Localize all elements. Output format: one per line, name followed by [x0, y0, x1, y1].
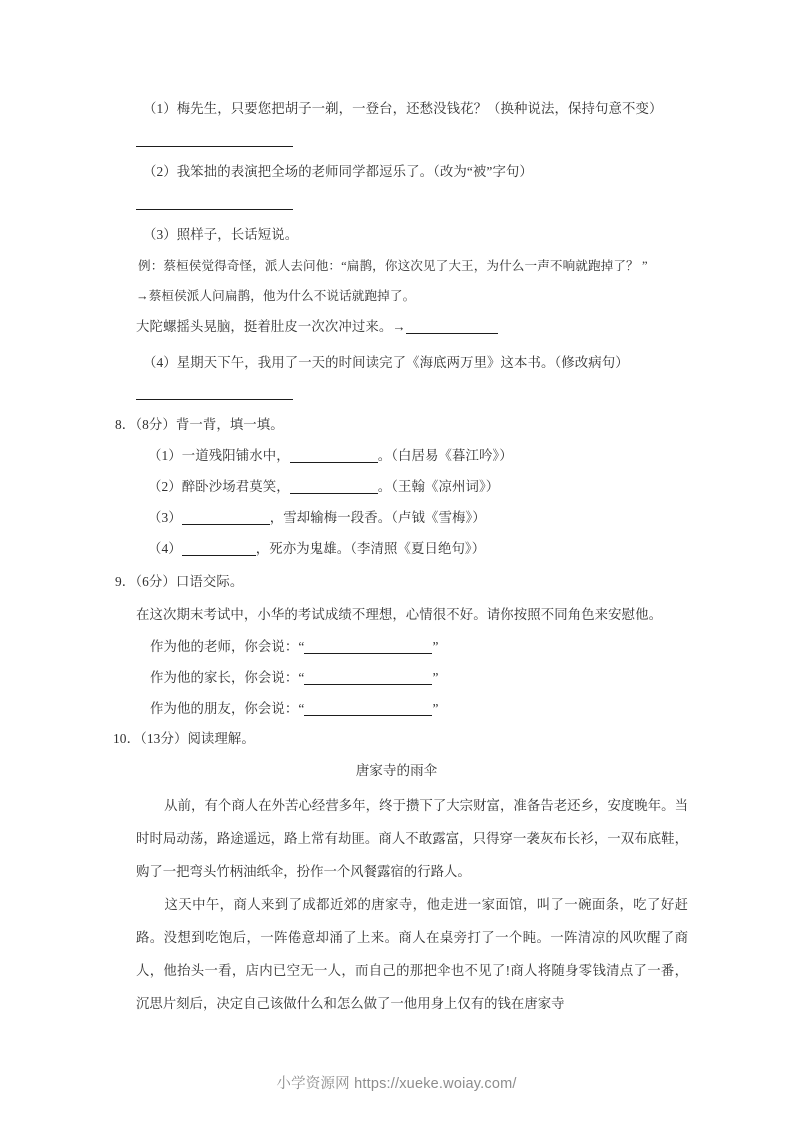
q8-item-3	[148, 509, 486, 527]
q8-item-2	[148, 478, 499, 496]
q8-item-1-no: （1）	[148, 448, 182, 463]
q8-item-2-after: 。（王翰《凉州词》）	[377, 479, 500, 494]
q9-role-friend-suffix: ”	[432, 701, 439, 716]
q10-paragraph-2	[136, 888, 688, 1020]
q8-heading: 8．（8分）背一背，填一填。	[115, 417, 284, 432]
q7-item-3-text: （3）照样子，长话短说。	[143, 227, 299, 242]
q7-example-line-2: →蔡桓侯派人问扁鹊，他为什么不说话就跑掉了。	[136, 289, 416, 303]
q10-passage-title: 唐家寺的雨伞	[355, 763, 438, 778]
q7-item-4-answer-rule[interactable]	[136, 399, 293, 400]
q9-heading: 9．（6分）口语交际。	[115, 574, 244, 589]
q9-role-friend	[150, 700, 439, 718]
q9-role-friend-blank[interactable]	[304, 715, 432, 716]
q10-paragraph-2-text: 这天中午，商人来到了成都近郊的唐家寺，他走进一家面馆，叫了一碗面条，吃了好赶路。没想到吃饱后，一阵倦意却涌了上来。商人在桌旁打了一个盹。一阵清凉的风吹醒了商人，他抬头一看，店内已空无一人，而自己的那把伞也不见了!商人将随身零钱清点了一番，沉思片刻后，决定自己该做什么和怎么做了一他用身上仅有的钱在唐家寺	[136, 897, 688, 1011]
q8-item-3-after: ，雪却输梅一段香。（卢钺《雪梅》）	[269, 510, 486, 525]
q10-heading: 10．（13分）阅读理解。	[113, 731, 255, 746]
footer-site-name: 小学资源网	[276, 1076, 350, 1092]
q8-item-4-no: （4）	[148, 541, 182, 556]
q7-practice-text: 大陀螺摇头晃脑，挺着肚皮一次次冲过来。→	[136, 319, 406, 334]
q8-item-2-blank[interactable]	[290, 493, 378, 494]
q7-item-2-text: （2）我笨拙的表演把全场的老师同学都逗乐了。（改为“被”字句）	[143, 164, 533, 179]
q9-role-teacher-suffix: ”	[432, 639, 439, 654]
q8-item-3-blank[interactable]	[182, 524, 270, 525]
q7-practice-blank[interactable]	[406, 333, 498, 334]
q8-item-3-no: （3）	[148, 510, 182, 525]
q7-item-4-text: （4）星期天下午，我用了一天的时间读完了《海底两万里》这本书。（修改病句）	[143, 355, 629, 370]
q8-item-1-after: 。（白居易《暮江吟》）	[377, 448, 513, 463]
q9-role-parent-blank[interactable]	[304, 684, 432, 685]
q8-item-4	[148, 540, 485, 558]
q9-intro: 在这次期末考试中，小华的考试成绩不理想，心情很不好。请你按照不同角色来安慰他。	[136, 607, 663, 622]
q8-item-4-after: ，死亦为鬼雄。（李清照《夏日绝句》）	[255, 541, 486, 556]
footer-watermark	[0, 1072, 793, 1093]
footer-url: https://xueke.woiay.com/	[354, 1076, 517, 1092]
q10-paragraph-1-text: 从前，有个商人在外苦心经营多年，终于攒下了大宗财富，准备告老还乡，安度晚年。当时时局动荡，路途遥远，路上常有劫匪。商人不敢露富，只得穿一袭灰布长衫，一双布底鞋，购了一把弯头竹柄油纸伞，扮作一个风餐露宿的行路人。	[136, 798, 688, 879]
q10-paragraph-1	[136, 789, 688, 888]
q9-role-friend-prefix: 作为他的朋友，你会说：“	[150, 701, 305, 716]
q7-example-line-1: 例：蔡桓侯觉得奇怪，派人去问他：“扁鹊，你这次见了大王，为什么一声不响就跑掉了？ ”	[138, 259, 648, 273]
q8-item-2-before: 醉卧沙场君莫笑，	[181, 479, 290, 494]
q7-item-1-text: （1）梅先生，只要您把胡子一剃，一登台，还愁没钱花？（换种说法，保持句意不变）	[143, 101, 663, 116]
q8-item-2-no: （2）	[148, 479, 182, 494]
q9-role-parent	[150, 669, 439, 687]
q7-item-1-answer-rule[interactable]	[136, 146, 293, 147]
q8-item-1-blank[interactable]	[290, 462, 378, 463]
q7-practice-line	[136, 318, 498, 336]
q9-role-teacher-prefix: 作为他的老师，你会说：“	[150, 639, 305, 654]
q9-role-teacher	[150, 638, 439, 656]
q9-role-parent-prefix: 作为他的家长，你会说：“	[150, 670, 305, 685]
q8-item-4-blank[interactable]	[182, 555, 256, 556]
q9-role-teacher-blank[interactable]	[304, 653, 432, 654]
q7-item-2-answer-rule[interactable]	[136, 209, 293, 210]
q9-role-parent-suffix: ”	[432, 670, 439, 685]
q8-item-1-before: 一道残阳铺水中，	[181, 448, 290, 463]
q8-item-1	[148, 447, 513, 465]
